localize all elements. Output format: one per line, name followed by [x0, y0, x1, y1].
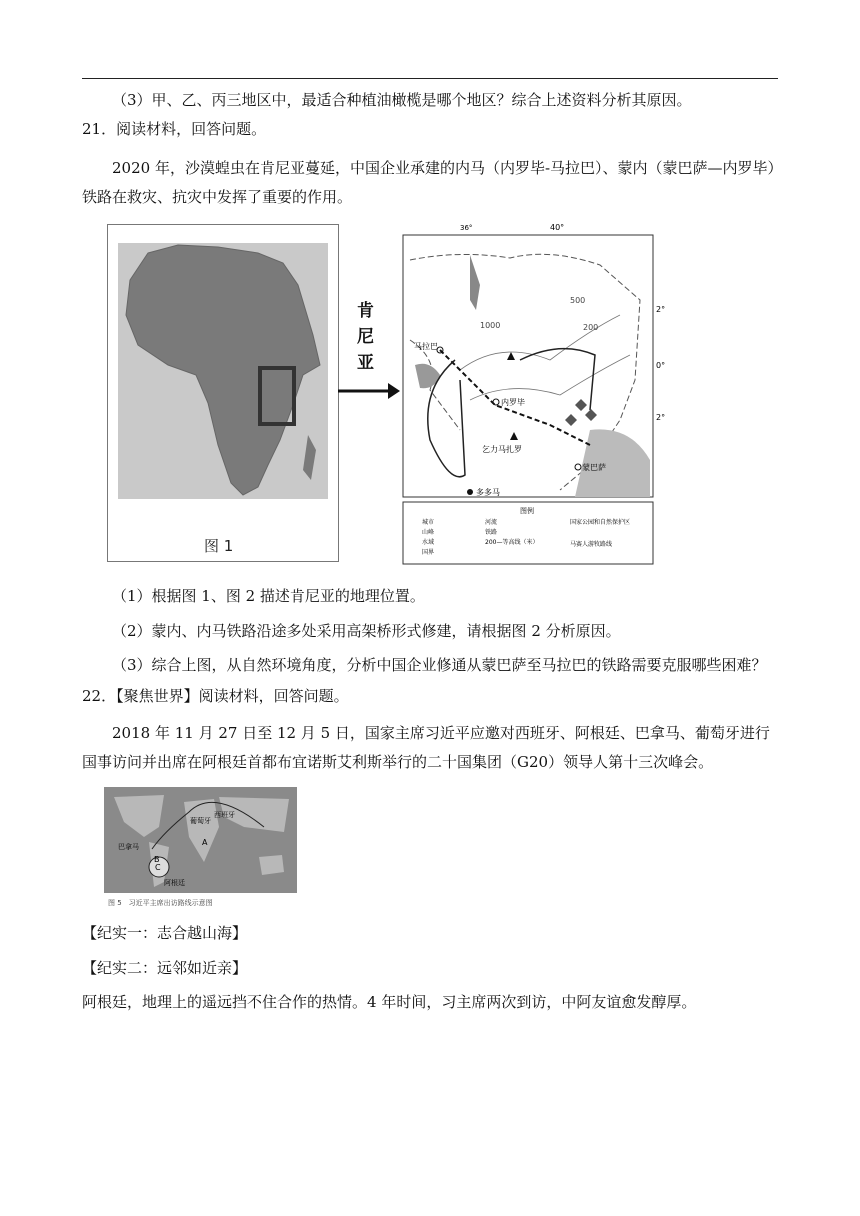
svg-text:西班牙: 西班牙 — [214, 811, 235, 819]
svg-text:B: B — [154, 855, 160, 864]
fig5-label-c: C — [155, 863, 161, 872]
svg-text:马拉巴: 马拉巴 — [414, 342, 438, 351]
svg-text:图例: 图例 — [520, 507, 534, 515]
svg-text:2°: 2° — [656, 305, 666, 314]
svg-text:内罗毕: 内罗毕 — [501, 398, 525, 407]
q21-intro: 2020 年，沙漠蝗虫在肯尼亚蔓延，中国企业承建的内马（内罗毕-马拉巴）、蒙内（蒙巴萨—内罗毕）铁路在救灾、抗灾中发挥了重要的作用。 — [82, 159, 776, 206]
svg-text:葡萄牙: 葡萄牙 — [190, 817, 211, 825]
svg-text:河流: 河流 — [485, 519, 498, 526]
svg-text:城市: 城市 — [422, 519, 435, 526]
svg-text:水域: 水域 — [422, 539, 435, 546]
svg-text:200: 200 — [583, 323, 599, 332]
record-1: 【纪实一：志合越山海】 — [82, 924, 248, 942]
svg-text:40°: 40° — [550, 223, 565, 232]
svg-text:阿根廷: 阿根廷 — [164, 879, 185, 887]
svg-text:蒙巴萨: 蒙巴萨 — [582, 463, 606, 472]
q21-item-3: （3）综合上图，从自然环境角度，分析中国企业修通从蒙巴萨至马拉巴的铁路需要克服哪些困难？ — [112, 656, 767, 674]
svg-text:36°: 36° — [460, 224, 473, 232]
q21-item-1: （1）根据图 1、图 2 描述肯尼亚的地理位置。 — [112, 587, 425, 605]
svg-text:山峰: 山峰 — [422, 529, 435, 536]
figure-1-caption: 图 1 — [204, 537, 234, 555]
svg-text:0°: 0° — [656, 361, 666, 370]
closing-text: 阿根廷，地理上的遥远挡不住合作的热情。4 年时间，习主席两次到访，中阿友谊愈发醇厚。 — [82, 993, 697, 1011]
figure-1-africa-map — [107, 224, 339, 562]
svg-text:A: A — [202, 838, 208, 847]
svg-text:乞力马扎罗: 乞力马扎罗 — [482, 445, 522, 454]
q22-intro: 2018 年 11 月 27 日至 12 月 5 日，国家主席习近平应邀对西班牙、阿根廷、巴拿马、葡萄牙进行国事访问并出席在阿根廷首都布宜诺斯艾利斯举行的二十国集团（G20）领导人第十三次峰会。 — [82, 724, 770, 771]
kenya-label: 肯尼亚 — [357, 301, 374, 373]
svg-text:国界: 国界 — [422, 549, 435, 556]
figure-5-route-map — [104, 787, 297, 909]
q20-item-3: （3）甲、乙、丙三地区中，最适合种植油橄榄是哪个地区？综合上述资料分析其原因。 — [112, 91, 692, 109]
svg-text:马赛人游牧路线: 马赛人游牧路线 — [570, 541, 613, 548]
svg-text:500: 500 — [570, 296, 586, 305]
header-rule — [82, 78, 778, 79]
arrow-icon — [338, 380, 400, 402]
svg-text:2°: 2° — [656, 413, 666, 422]
svg-text:国家公园和自然保护区: 国家公园和自然保护区 — [570, 519, 631, 526]
svg-text:200—等高线（米）: 200—等高线（米） — [485, 539, 539, 546]
record-2: 【纪实二：远邻如近亲】 — [82, 959, 248, 977]
q22-heading: 22．【聚焦世界】阅读材料，回答问题。 — [82, 687, 349, 705]
q21-heading: 21．阅读材料，回答问题。 — [82, 120, 267, 138]
svg-text:巴拿马: 巴拿马 — [118, 843, 139, 851]
svg-text:1000: 1000 — [480, 321, 501, 330]
svg-text:多多马: 多多马 — [476, 488, 500, 497]
figure-2-kenya-map — [400, 223, 670, 566]
q21-item-2: （2）蒙内、内马铁路沿途多处采用高架桥形式修建，请根据图 2 分析原因。 — [112, 622, 621, 640]
svg-text:铁路: 铁路 — [485, 529, 498, 536]
svg-text:图 5 习近平主席出访路线示意图: 图 5 习近平主席出访路线示意图 — [108, 899, 213, 907]
